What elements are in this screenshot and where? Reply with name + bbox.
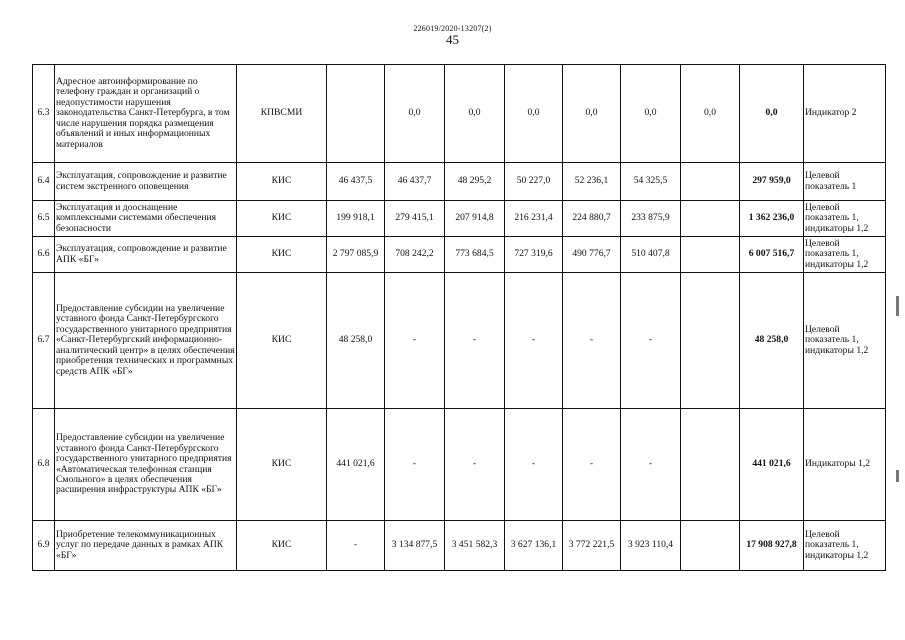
year-value: 0,0 (445, 65, 505, 163)
year-value: 0,0 (563, 65, 621, 163)
indicator: Целевой показатель 1 (804, 163, 886, 201)
empty-cell (681, 521, 740, 571)
empty-cell (681, 273, 740, 409)
year-value: 48 258,0 (327, 273, 385, 409)
year-value: 279 415,1 (385, 201, 445, 237)
year-value: 46 437,7 (385, 163, 445, 201)
executor: КИС (237, 237, 327, 273)
empty-cell (681, 201, 740, 237)
executor: КИС (237, 409, 327, 521)
activity-name: Эксплуатация, сопровождение и развитие систем экстренного оповещения (55, 163, 237, 201)
row-number: 6.5 (33, 201, 55, 237)
year-value: 216 231,4 (505, 201, 563, 237)
year-value: 54 325,5 (621, 163, 681, 201)
empty-cell (681, 237, 740, 273)
year-value: 233 875,9 (621, 201, 681, 237)
total-value: 441 021,6 (740, 409, 804, 521)
year-value: 727 319,6 (505, 237, 563, 273)
empty-cell (327, 65, 385, 163)
year-value: 224 880,7 (563, 201, 621, 237)
executor: КИС (237, 163, 327, 201)
year-value: - (505, 273, 563, 409)
year-value: 207 914,8 (445, 201, 505, 237)
table-row (33, 273, 886, 409)
total-value: 6 007 516,7 (740, 237, 804, 273)
row-number: 6.3 (33, 65, 55, 163)
year-value: 3 772 221,5 (563, 521, 621, 571)
page-number: 45 (446, 32, 459, 47)
row-number: 6.7 (33, 273, 55, 409)
scan-artifact (896, 296, 899, 316)
year-value: 510 407,8 (621, 237, 681, 273)
year-value: 48 295,2 (445, 163, 505, 201)
row-number: 6.8 (33, 409, 55, 521)
indicator: Целевой показатель 1, индикаторы 1,2 (804, 521, 886, 571)
table-row (33, 237, 886, 273)
year-value: 3 134 877,5 (385, 521, 445, 571)
executor: КИС (237, 521, 327, 571)
indicator: Целевой показатель 1, индикаторы 1,2 (804, 273, 886, 409)
table-row (33, 163, 886, 201)
document-registration-number: 226019/2020-13207(2) (413, 24, 492, 33)
year-value: 773 684,5 (445, 237, 505, 273)
year-value: 3 627 136,1 (505, 521, 563, 571)
total-value: 0,0 (740, 65, 804, 163)
year-value: 0,0 (385, 65, 445, 163)
executor: КИС (237, 273, 327, 409)
table-row (33, 521, 886, 571)
activity-name: Эксплуатация, сопровождение и развитие АПК «БГ» (55, 237, 237, 273)
total-value: 1 362 236,0 (740, 201, 804, 237)
year-value: - (505, 409, 563, 521)
activity-name: Приобретение телекоммуникационных услуг по передаче данных в рамках АПК «БГ» (55, 521, 237, 571)
row-number: 6.9 (33, 521, 55, 571)
activity-name: Адресное автоинформирование по телефону граждан и организаций о недопустимости нарушения законодательства Санкт-Петербурга, в том числе нарушения порядка размещения объявлений и иных информационных материалов (55, 65, 237, 163)
table-row (33, 65, 886, 163)
activity-name: Предоставление субсидии на увеличение уставного фонда Санкт-Петербургского государственного унитарного предприятия «Санкт-Петербургский информационно-аналитический центр» в целях обеспечения приобретения технических и программных средств АПК «БГ» (55, 273, 237, 409)
year-value: 3 923 110,4 (621, 521, 681, 571)
activity-name: Предоставление субсидии на увеличение уставного фонда Санкт-Петербургского государственного унитарного предприятия «Автоматическая телефонная станция Смольного» в целях обеспечения расширения инфраструктуры АПК «БГ» (55, 409, 237, 521)
year-value: 46 437,5 (327, 163, 385, 201)
year-value: - (621, 409, 681, 521)
total-value: 17 908 927,8 (740, 521, 804, 571)
activity-name: Эксплуатация и дооснащение комплексными системами обеспечения безопасности (55, 201, 237, 237)
year-value: 2 797 085,9 (327, 237, 385, 273)
year-value: - (563, 409, 621, 521)
year-value: 441 021,6 (327, 409, 385, 521)
year-value: 3 451 582,3 (445, 521, 505, 571)
executor: КПВСМИ (237, 65, 327, 163)
year-value: - (327, 521, 385, 571)
executor: КИС (237, 201, 327, 237)
year-value: - (621, 273, 681, 409)
scan-artifact (896, 470, 899, 482)
indicator: Индикатор 2 (804, 65, 886, 163)
year-value: 0,0 (505, 65, 563, 163)
year-value: 52 236,1 (563, 163, 621, 201)
year-value: 0,0 (681, 65, 740, 163)
table-row (33, 409, 886, 521)
year-value: - (563, 273, 621, 409)
indicator: Целевой показатель 1, индикаторы 1,2 (804, 237, 886, 273)
year-value: 708 242,2 (385, 237, 445, 273)
year-value: - (385, 273, 445, 409)
year-value: 490 776,7 (563, 237, 621, 273)
year-value: - (385, 409, 445, 521)
row-number: 6.4 (33, 163, 55, 201)
table-row (33, 201, 886, 237)
year-value: 199 918,1 (327, 201, 385, 237)
year-value: - (445, 409, 505, 521)
total-value: 48 258,0 (740, 273, 804, 409)
program-activities-table (32, 64, 886, 571)
year-value: 0,0 (621, 65, 681, 163)
row-number: 6.6 (33, 237, 55, 273)
indicator: Индикаторы 1,2 (804, 409, 886, 521)
empty-cell (681, 163, 740, 201)
year-value: 50 227,0 (505, 163, 563, 201)
empty-cell (681, 409, 740, 521)
total-value: 297 959,0 (740, 163, 804, 201)
year-value: - (445, 273, 505, 409)
indicator: Целевой показатель 1, индикаторы 1,2 (804, 201, 886, 237)
